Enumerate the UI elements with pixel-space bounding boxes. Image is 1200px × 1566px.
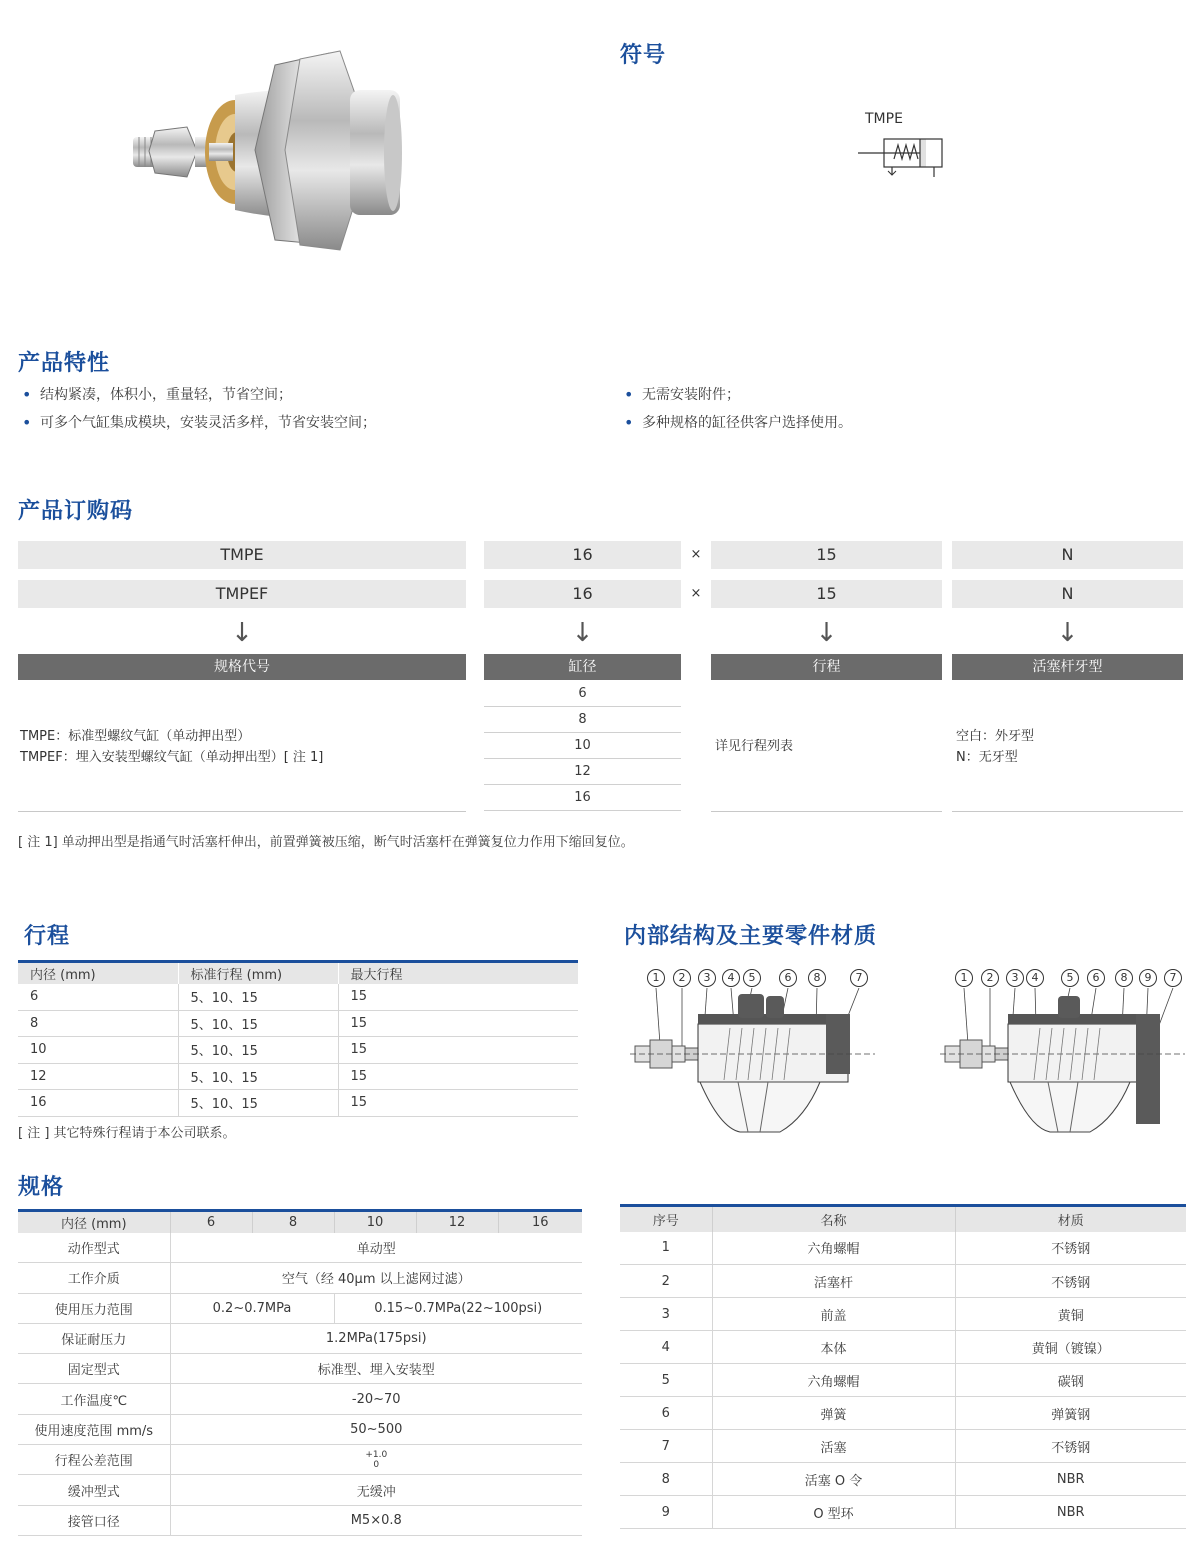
order-row1-stroke: 15 [711, 541, 942, 569]
table-row [620, 1463, 1186, 1496]
list-item: • 可多个气缸集成模块，安装灵活多样，节省安装空间； [18, 409, 376, 437]
table-row [18, 1293, 582, 1323]
table-cell: 8 [620, 1463, 712, 1496]
order-row2-code: TMPEF [18, 580, 466, 608]
row-label: 固定型式 [18, 1354, 170, 1384]
structure-diagram-right [940, 964, 1185, 1134]
table-cell: 9 [620, 1496, 712, 1529]
table-cell: 5、10、15 [178, 1010, 338, 1037]
spec-header-label: 内径 (mm) [18, 1211, 170, 1233]
table-row [620, 1430, 1186, 1463]
list-item: 10 [484, 733, 681, 759]
callout: 5 [1061, 966, 1079, 987]
table-cell: 1.2MPa(175psi) [170, 1323, 582, 1353]
table-cell: 4 [620, 1331, 712, 1364]
thread-desc-none: N：无牙型 [956, 750, 1018, 765]
row-label: 行程公差范围 [18, 1445, 170, 1475]
table-row [18, 1384, 582, 1414]
order-row1-thread: N [952, 541, 1183, 569]
table-row [620, 1364, 1186, 1397]
callout: 4 [722, 966, 740, 987]
order-row1-bore: 16 [484, 541, 681, 569]
stroke-table [18, 960, 578, 1117]
table-cell: 15 [338, 984, 578, 1011]
table-cell: 5 [620, 1364, 712, 1397]
table-row [18, 1505, 582, 1535]
table-cell: 12 [18, 1063, 178, 1090]
symbol-title: 符号 [620, 43, 667, 68]
callout: 6 [1087, 966, 1105, 987]
table-cell: 本体 [712, 1331, 955, 1364]
stroke-desc: 详见行程列表 [715, 739, 794, 754]
materials-header-name: 名称 [712, 1206, 955, 1232]
table-cell: 16 [18, 1090, 178, 1117]
table-cell: 15 [338, 1037, 578, 1064]
table-cell: 10 [18, 1037, 178, 1064]
table-cell: 弹簧钢 [955, 1397, 1186, 1430]
table-cell: 1 [620, 1232, 712, 1265]
symbol-label: TMPE [865, 111, 903, 127]
arrow-down-icon: ↓ [1056, 618, 1079, 648]
structure-title: 内部结构及主要零件材质 [624, 924, 878, 949]
row-label: 动作型式 [18, 1233, 170, 1263]
tolerance-lower: 0 [373, 1459, 380, 1470]
list-item: 16 [484, 785, 681, 811]
table-cell: 单动型 [170, 1233, 582, 1263]
table-cell: 活塞杆 [712, 1265, 955, 1298]
table-row [620, 1232, 1186, 1265]
features-left-list [18, 381, 376, 437]
thread-desc-box [952, 680, 1183, 812]
callout: 2 [673, 966, 691, 987]
table-cell: 活塞 O 令 [712, 1463, 955, 1496]
order-title: 产品订购码 [18, 499, 134, 524]
spec-header-bore: 8 [252, 1211, 334, 1233]
stroke-desc-box [711, 680, 942, 812]
table-cell: NBR [955, 1463, 1186, 1496]
callout: 1 [647, 966, 665, 987]
table-cell: 6 [18, 984, 178, 1011]
table-row [18, 1414, 582, 1444]
structure-diagram-left [630, 964, 875, 1134]
table-cell: 5、10、15 [178, 1037, 338, 1064]
cylinder-section-icon [630, 988, 875, 1134]
table-cell: O 型环 [712, 1496, 955, 1529]
callout: 3 [698, 966, 716, 987]
table-cell: 不锈钢 [955, 1430, 1186, 1463]
order-row1-times: × [690, 547, 702, 562]
product-photo [125, 45, 410, 260]
table-cell: 活塞 [712, 1430, 955, 1463]
code-desc-box [18, 680, 466, 812]
table-row [18, 1010, 578, 1037]
table-cell: 0.2~0.7MPa [170, 1293, 334, 1323]
code-desc-tmpe: TMPE：标准型螺纹气缸（单动押出型） [20, 729, 251, 744]
table-row [18, 1323, 582, 1353]
list-item: • 多种规格的缸径供客户选择使用。 [620, 409, 852, 437]
spec-header-bore: 12 [416, 1211, 498, 1233]
table-row [620, 1496, 1186, 1529]
table-cell: 6 [620, 1397, 712, 1430]
cylinder-symbol-icon [856, 133, 948, 183]
list-item: • 无需安装附件； [620, 381, 852, 409]
table-cell [170, 1445, 582, 1475]
table-row [18, 1233, 582, 1263]
order-note: [ 注 1] 单动押出型是指通气时活塞杆伸出，前置弹簧被压缩，断气时活塞杆在弹簧复位力作用下缩回复位。 [18, 835, 634, 850]
materials-table [620, 1204, 1186, 1529]
table-cell: 弹簧 [712, 1397, 955, 1430]
order-row2-thread: N [952, 580, 1183, 608]
order-row2-stroke: 15 [711, 580, 942, 608]
order-header-code: 规格代号 [18, 654, 466, 680]
callout: 7 [850, 966, 868, 987]
row-label: 保证耐压力 [18, 1323, 170, 1353]
table-row [18, 1037, 578, 1064]
table-row [620, 1331, 1186, 1364]
table-cell: NBR [955, 1496, 1186, 1529]
callout: 3 [1006, 966, 1024, 987]
table-cell: 空气（经 40μm 以上滤网过滤） [170, 1263, 582, 1293]
stroke-title: 行程 [24, 924, 71, 949]
table-cell: 不锈钢 [955, 1265, 1186, 1298]
table-cell: 8 [18, 1010, 178, 1037]
stroke-header-max: 最大行程 [338, 962, 578, 984]
table-cell: 前盖 [712, 1298, 955, 1331]
spec-table [18, 1209, 582, 1536]
spec-title: 规格 [18, 1175, 65, 1200]
cylinder-section-icon [940, 988, 1185, 1134]
list-item: 8 [484, 707, 681, 733]
order-row1-code: TMPE [18, 541, 466, 569]
table-row [18, 1354, 582, 1384]
order-row2-bore: 16 [484, 580, 681, 608]
row-label: 缓冲型式 [18, 1475, 170, 1505]
tolerance-upper: +1.0 [365, 1449, 388, 1460]
table-cell: 15 [338, 1090, 578, 1117]
table-cell: 5、10、15 [178, 1063, 338, 1090]
list-item: 6 [484, 681, 681, 707]
features-title: 产品特性 [18, 351, 111, 376]
table-cell: 50~500 [170, 1414, 582, 1444]
table-row [620, 1265, 1186, 1298]
table-cell: 0.15~0.7MPa(22~100psi) [334, 1293, 582, 1323]
order-header-bore: 缸径 [484, 654, 681, 680]
callout: 9 [1139, 966, 1157, 987]
bore-list [484, 681, 681, 811]
spec-header-bore: 10 [334, 1211, 416, 1233]
materials-header-material: 材质 [955, 1206, 1186, 1232]
table-cell: 5、10、15 [178, 1090, 338, 1117]
table-row [18, 1090, 578, 1117]
stroke-header-standard: 标准行程 (mm) [178, 962, 338, 984]
callout: 5 [743, 966, 761, 987]
table-cell: 5、10、15 [178, 984, 338, 1011]
order-row2-times: × [690, 586, 702, 601]
callout: 1 [955, 966, 973, 987]
stroke-header-bore: 内径 (mm) [18, 962, 178, 984]
table-row [18, 1063, 578, 1090]
table-cell: M5×0.8 [170, 1505, 582, 1535]
table-cell: 六角螺帽 [712, 1364, 955, 1397]
table-row [18, 1445, 582, 1475]
callout: 2 [981, 966, 999, 987]
code-desc-tmpef: TMPEF：埋入安装型螺纹气缸（单动押出型）[ 注 1] [20, 750, 324, 765]
table-cell: 黄铜（镀镍） [955, 1331, 1186, 1364]
table-cell: 无缓冲 [170, 1475, 582, 1505]
callout: 4 [1026, 966, 1044, 987]
arrow-down-icon: ↓ [231, 618, 253, 648]
table-cell: 3 [620, 1298, 712, 1331]
table-cell: 六角螺帽 [712, 1232, 955, 1265]
table-row [18, 1263, 582, 1293]
table-cell: 7 [620, 1430, 712, 1463]
callout: 6 [779, 966, 797, 987]
spec-header-bore: 16 [498, 1211, 582, 1233]
arrow-down-icon: ↓ [815, 618, 838, 648]
table-cell: 黄铜 [955, 1298, 1186, 1331]
row-label: 接管口径 [18, 1505, 170, 1535]
callout: 8 [1115, 966, 1133, 987]
materials-header-no: 序号 [620, 1206, 712, 1232]
order-header-thread: 活塞杆牙型 [952, 654, 1183, 680]
table-cell: 不锈钢 [955, 1232, 1186, 1265]
callout: 7 [1164, 966, 1182, 987]
features-right-list [620, 381, 852, 437]
thread-desc-male: 空白：外牙型 [956, 729, 1035, 744]
row-label: 工作温度℃ [18, 1384, 170, 1414]
list-item: 12 [484, 759, 681, 785]
list-item: • 结构紧凑，体积小，重量轻，节省空间； [18, 381, 376, 409]
table-row [18, 1475, 582, 1505]
row-label: 使用速度范围 mm/s [18, 1414, 170, 1444]
arrow-down-icon: ↓ [571, 618, 594, 648]
table-cell: 碳钢 [955, 1364, 1186, 1397]
table-cell: 标准型、埋入安装型 [170, 1354, 582, 1384]
table-cell: 2 [620, 1265, 712, 1298]
stroke-note: [ 注 ] 其它特殊行程请于本公司联系。 [18, 1126, 236, 1141]
table-cell: 15 [338, 1010, 578, 1037]
spec-header-bore: 6 [170, 1211, 252, 1233]
row-label: 工作介质 [18, 1263, 170, 1293]
table-row [620, 1397, 1186, 1430]
table-row [620, 1298, 1186, 1331]
row-label: 使用压力范围 [18, 1293, 170, 1323]
table-row [18, 984, 578, 1011]
order-header-stroke: 行程 [711, 654, 942, 680]
table-cell: 15 [338, 1063, 578, 1090]
table-cell: -20~70 [170, 1384, 582, 1414]
callout: 8 [808, 966, 826, 987]
